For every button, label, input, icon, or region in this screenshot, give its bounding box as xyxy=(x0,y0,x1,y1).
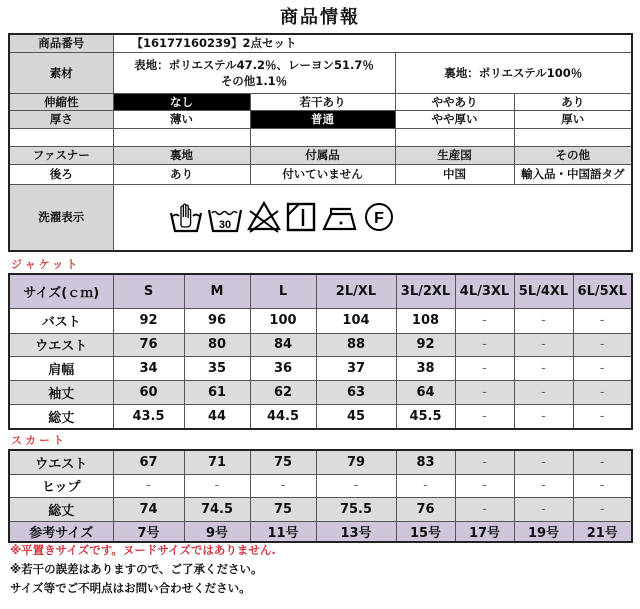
svg-text:F: F xyxy=(373,210,384,228)
cell: 35 xyxy=(184,356,250,380)
cell: 13号 xyxy=(316,521,396,542)
stretch-label: 伸縮性 xyxy=(9,93,113,110)
product-number-value: 【16177160239】2点セット xyxy=(113,34,632,52)
jacket-size-table xyxy=(8,273,633,430)
cell: 44.5 xyxy=(250,404,316,429)
cell: 34 xyxy=(113,356,184,380)
cell: - xyxy=(455,497,514,521)
table-row xyxy=(9,404,632,429)
lining-header: 裏地 xyxy=(113,146,250,164)
cell: 96 xyxy=(184,308,250,333)
product-info-table xyxy=(8,33,633,252)
cell: - xyxy=(514,308,573,333)
reference-size-row xyxy=(9,521,632,542)
size-col: 3L/2XL xyxy=(396,274,455,308)
note-flat-size: ※平置きサイズです。ヌードサイズではありません. xyxy=(10,543,276,557)
cell: - xyxy=(455,308,514,333)
care-symbols xyxy=(113,184,632,251)
row-label: 総丈 xyxy=(9,497,113,521)
row-label: ヒップ xyxy=(9,474,113,497)
material-row xyxy=(9,52,632,93)
stretch-option-slight: 若干あり xyxy=(250,93,395,110)
table-row xyxy=(9,497,632,521)
cell: - xyxy=(250,474,316,497)
cell: - xyxy=(573,356,632,380)
stretch-option-none: なし xyxy=(113,93,250,110)
thickness-row xyxy=(9,110,632,128)
stretch-option-some: ややあり xyxy=(395,93,514,110)
blank-cell xyxy=(395,128,514,146)
size-col: 4L/3XL xyxy=(455,274,514,308)
row-label: 袖丈 xyxy=(9,380,113,404)
cell: 64 xyxy=(396,380,455,404)
jacket-section-label: ジャケット xyxy=(11,258,81,271)
blank-cell xyxy=(9,128,113,146)
material-label: 素材 xyxy=(9,52,113,93)
cell: 104 xyxy=(316,308,396,333)
cell: 7号 xyxy=(113,521,184,542)
cell: - xyxy=(573,380,632,404)
cell: 83 xyxy=(396,450,455,474)
size-col: L xyxy=(250,274,316,308)
thickness-option-slightly-thick: やや厚い xyxy=(395,110,514,128)
cell: - xyxy=(573,497,632,521)
cell: 21号 xyxy=(573,521,632,542)
note-contact: サイズ等でご不明点はお問い合わせください。 xyxy=(10,581,251,595)
cell: 45 xyxy=(316,404,396,429)
cell: - xyxy=(573,308,632,333)
product-number-label: 商品番号 xyxy=(9,34,113,52)
size-col: 6L/5XL xyxy=(573,274,632,308)
row-label: 肩幅 xyxy=(9,356,113,380)
cell: 71 xyxy=(184,450,250,474)
cell: 11号 xyxy=(250,521,316,542)
other-value: 輸入品・中国語タグ xyxy=(514,164,632,184)
table-row xyxy=(9,308,632,333)
cell: 84 xyxy=(250,333,316,356)
wash-30-icon xyxy=(207,201,243,233)
cell: 76 xyxy=(113,333,184,356)
table-row xyxy=(9,474,632,497)
care-row xyxy=(9,184,632,251)
material-outer xyxy=(113,52,395,93)
cell: - xyxy=(316,474,396,497)
no-bleach-icon xyxy=(247,201,281,233)
dry-clean-f-icon xyxy=(363,201,395,233)
other-header: その他 xyxy=(514,146,632,164)
blank-cell xyxy=(113,128,250,146)
zipper-header: ファスナー xyxy=(9,146,113,164)
row-label: 参考サイズ xyxy=(9,521,113,542)
size-col: 2L/XL xyxy=(316,274,396,308)
cell: - xyxy=(396,474,455,497)
material-outer-line1: 表地：ポリエステル47.2％、レーヨン51.7％ xyxy=(134,57,374,72)
cell: 63 xyxy=(316,380,396,404)
row-label: ウエスト xyxy=(9,450,113,474)
page-title: 商品情報 xyxy=(280,7,360,28)
row-label: 総丈 xyxy=(9,404,113,429)
details-value-row xyxy=(9,164,632,184)
care-label: 洗濯表示 xyxy=(9,184,113,251)
cell: 88 xyxy=(316,333,396,356)
jacket-header-row xyxy=(9,274,632,308)
cell: 38 xyxy=(396,356,455,380)
cell: 67 xyxy=(113,450,184,474)
zipper-value: 後ろ xyxy=(9,164,113,184)
cell: - xyxy=(455,404,514,429)
cell: 60 xyxy=(113,380,184,404)
cell: - xyxy=(573,333,632,356)
cell: - xyxy=(184,474,250,497)
cell: 75 xyxy=(250,450,316,474)
iron-low-icon xyxy=(321,201,359,233)
cell: - xyxy=(514,474,573,497)
stretch-option-yes: あり xyxy=(514,93,632,110)
notes xyxy=(10,541,276,598)
cell: 62 xyxy=(250,380,316,404)
cell: 74 xyxy=(113,497,184,521)
cell: 92 xyxy=(396,333,455,356)
cell: 80 xyxy=(184,333,250,356)
thickness-option-thick: 厚い xyxy=(514,110,632,128)
cell: - xyxy=(455,380,514,404)
cell: - xyxy=(455,356,514,380)
cell: - xyxy=(573,474,632,497)
cell: - xyxy=(455,450,514,474)
cell: 108 xyxy=(396,308,455,333)
product-number-row xyxy=(9,34,632,52)
thickness-option-normal: 普通 xyxy=(250,110,395,128)
cell: 9号 xyxy=(184,521,250,542)
cell: 75.5 xyxy=(316,497,396,521)
cell: - xyxy=(514,450,573,474)
cell: - xyxy=(455,474,514,497)
drip-dry-shade-icon xyxy=(285,201,317,233)
skirt-size-table xyxy=(8,449,633,543)
table-row xyxy=(9,333,632,356)
row-label: ウエスト xyxy=(9,333,113,356)
lining-value: あり xyxy=(113,164,250,184)
cell: - xyxy=(573,404,632,429)
cell: 17号 xyxy=(455,521,514,542)
blank-cell xyxy=(250,128,395,146)
accessories-value: 付いていません xyxy=(250,164,395,184)
cell: 61 xyxy=(184,380,250,404)
skirt-section-label: スカート xyxy=(11,434,67,447)
thickness-option-thin: 薄い xyxy=(113,110,250,128)
cell: 15号 xyxy=(396,521,455,542)
cell: - xyxy=(514,497,573,521)
cell: 44 xyxy=(184,404,250,429)
material-outer-line2: その他1.1％ xyxy=(220,73,288,88)
cell: 79 xyxy=(316,450,396,474)
cell: 75 xyxy=(250,497,316,521)
table-row xyxy=(9,450,632,474)
blank-row xyxy=(9,128,632,146)
cell: 45.5 xyxy=(396,404,455,429)
cell: 37 xyxy=(316,356,396,380)
material-lining: 裏地：ポリエステル100％ xyxy=(395,52,632,93)
svg-text:30: 30 xyxy=(218,219,231,232)
blank-cell xyxy=(514,128,632,146)
cell: - xyxy=(113,474,184,497)
details-header-row xyxy=(9,146,632,164)
country-value: 中国 xyxy=(395,164,514,184)
accessories-header: 付属品 xyxy=(250,146,395,164)
cell: 74.5 xyxy=(184,497,250,521)
cell: 76 xyxy=(396,497,455,521)
size-header-label: サイズ(ｃｍ) xyxy=(9,274,113,308)
cell: - xyxy=(514,380,573,404)
thickness-label: 厚さ xyxy=(9,110,113,128)
cell: 36 xyxy=(250,356,316,380)
cell: 100 xyxy=(250,308,316,333)
size-col: S xyxy=(113,274,184,308)
cell: 19号 xyxy=(514,521,573,542)
cell: - xyxy=(514,356,573,380)
cell: - xyxy=(514,404,573,429)
row-label: バスト xyxy=(9,308,113,333)
cell: - xyxy=(455,333,514,356)
note-tolerance: ※若干の誤差はありますので、ご了承ください。 xyxy=(10,562,263,576)
stretch-row xyxy=(9,93,632,110)
size-col: M xyxy=(184,274,250,308)
table-row xyxy=(9,356,632,380)
table-row xyxy=(9,380,632,404)
cell: - xyxy=(573,450,632,474)
size-col: 5L/4XL xyxy=(514,274,573,308)
cell: - xyxy=(514,333,573,356)
cell: 92 xyxy=(113,308,184,333)
country-header: 生産国 xyxy=(395,146,514,164)
hand-wash-icon xyxy=(169,201,203,233)
cell: 43.5 xyxy=(113,404,184,429)
